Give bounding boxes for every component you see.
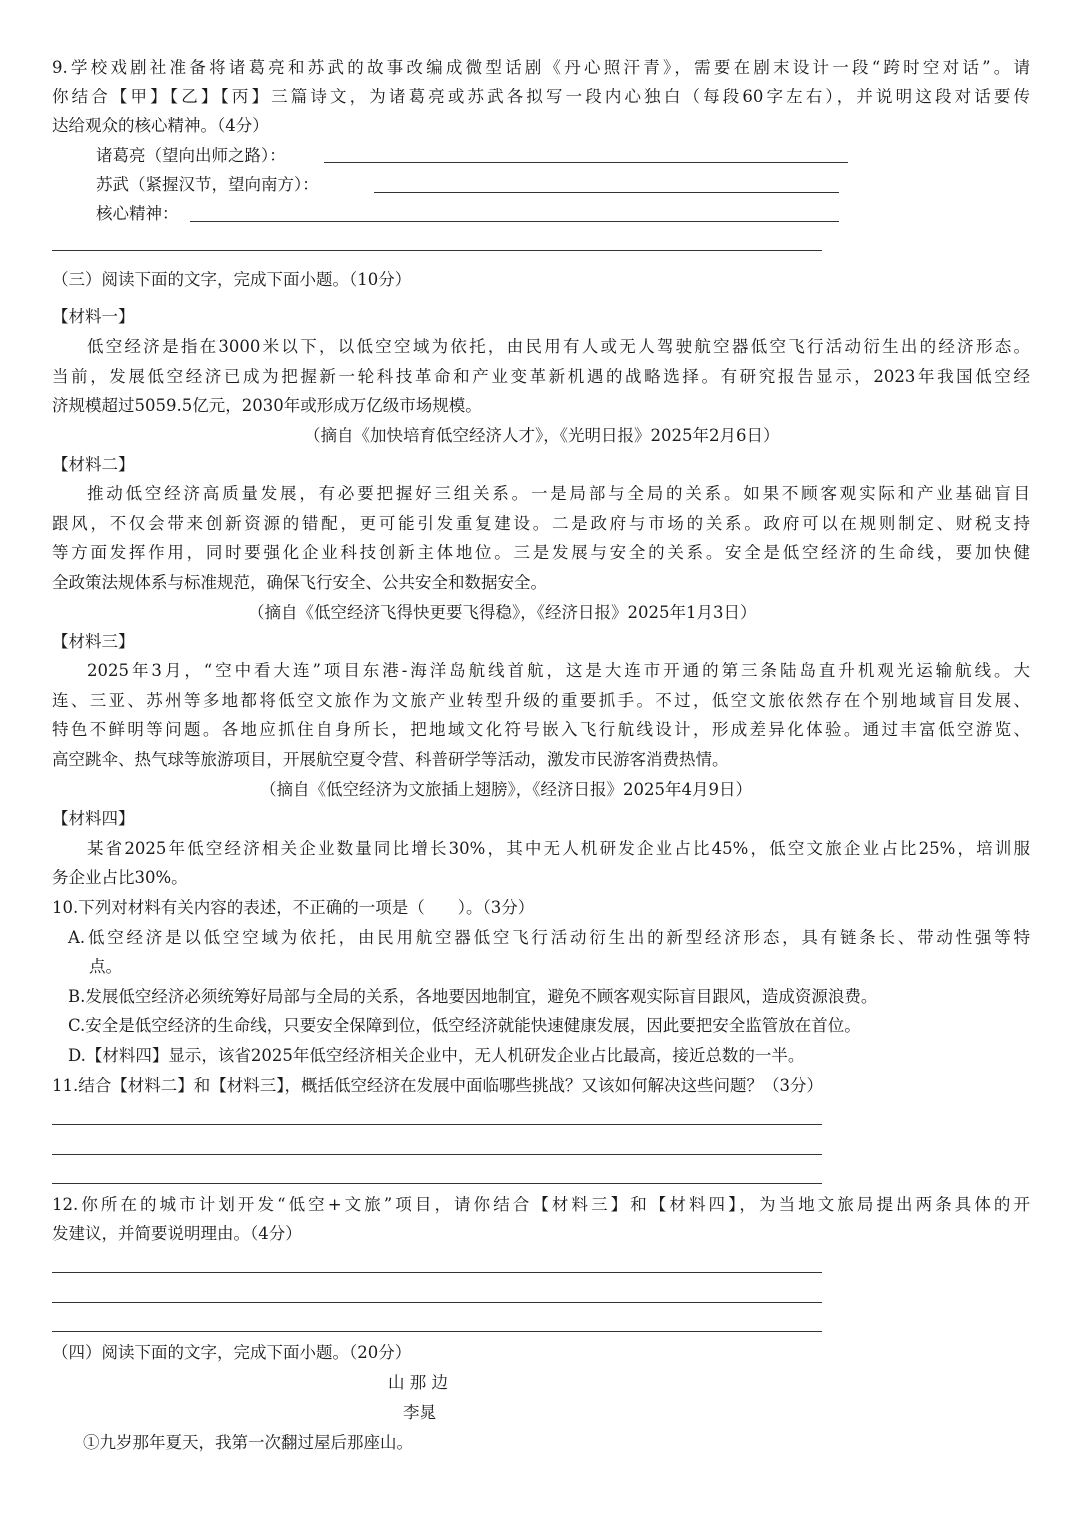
core-spirit-label: 核心精神：: [96, 204, 179, 223]
material1-line-3: 济规模超过5059.5亿元，2030年或形成万亿级市场规模。: [52, 396, 482, 415]
material3-title: 【材料三】: [52, 632, 135, 651]
material4-title: 【材料四】: [52, 809, 135, 828]
material2-line-4: 全政策法规体系与标准规范，确保飞行安全、公共安全和数据安全。: [52, 573, 547, 592]
material1-source: （摘自《加快培育低空经济人才》，《光明日报》2025年2月6日）: [304, 426, 780, 445]
q10-option-b[interactable]: B.发展低空经济必须统筹好局部与全局的关系，各地要因地制宜，避免不顾客观实际盲目跟风，造成资源浪费。: [68, 987, 878, 1006]
material4-line-2: 务企业占比30%。: [52, 868, 188, 887]
q12-answer-line-1[interactable]: [52, 1272, 822, 1273]
q10-option-a-line-2: 点。: [89, 957, 122, 976]
material3-source: （摘自《低空经济为文旅插上翅膀》，《经济日报》2025年4月9日）: [260, 780, 752, 799]
q11-answer-line-2[interactable]: [52, 1154, 822, 1155]
material2-source: （摘自《低空经济飞得快更要飞得稳》，《经济日报》2025年1月3日）: [248, 603, 757, 622]
suwu-label: 苏武（紧握汉节，望向南方）：: [96, 175, 319, 194]
story-paragraph-1: ①九岁那年夏天，我第一次翻过屋后那座山。: [83, 1433, 413, 1452]
story-author: 李晁: [403, 1403, 436, 1422]
material1-title: 【材料一】: [52, 307, 135, 326]
q11-answer-line-1[interactable]: [52, 1124, 822, 1125]
q10-option-d[interactable]: D.【材料四】显示，该省2025年低空经济相关企业中，无人机研发企业占比最高，接近总数的一半。: [68, 1046, 805, 1065]
core-spirit-answer-line[interactable]: [190, 221, 839, 222]
q9-extra-answer-line[interactable]: [52, 250, 822, 251]
zhuge-answer-line[interactable]: [324, 162, 848, 163]
q11-answer-line-3[interactable]: [52, 1183, 822, 1184]
story-title: 山 那 边: [388, 1373, 448, 1392]
material2-line-1: 推动低空经济高质量发展，有必要把握好三组关系。一是局部与全局的关系。如果不顾客观实际和产业基础盲目: [87, 484, 1030, 503]
zhuge-label: 诸葛亮（望向出师之路）：: [96, 146, 286, 165]
q10-option-a-line-1[interactable]: A.低空经济是以低空空域为依托，由民用航空器低空飞行活动衍生出的新型经济形态，具有链条长、带动性强等特: [68, 928, 1030, 947]
material2-line-3: 等方面发挥作用，同时要强化企业科技创新主体地位。三是发展与安全的关系。安全是低空经济的生命线，要加快健: [52, 543, 1030, 562]
q9-line-3: 达给观众的核心精神。（4分）: [52, 116, 269, 135]
q10-stem: 10.下列对材料有关内容的表述，不正确的一项是（ ）。（3分）: [52, 898, 535, 917]
material2-line-2: 跟风，不仅会带来创新资源的错配，更可能引发重复建设。二是政府与市场的关系。政府可以在规则制定、财税支持: [52, 514, 1030, 533]
material3-line-4: 高空跳伞、热气球等旅游项目，开展航空夏令营、科普研学等活动，激发市民游客消费热情。: [52, 750, 729, 769]
suwu-answer-line[interactable]: [374, 192, 839, 193]
section3-heading: （三）阅读下面的文字，完成下面小题。（10分）: [52, 270, 412, 289]
material3-line-2: 连、三亚、苏州等多地都将低空文旅作为文旅产业转型升级的重要抓手。不过，低空文旅依然存在个别地域盲目发展、: [52, 691, 1030, 710]
q12-answer-line-3[interactable]: [52, 1331, 822, 1332]
q12-line-1: 12.你所在的城市计划开发“低空+文旅”项目，请你结合【材料三】和【材料四】，为当地文旅局提出两条具体的开: [52, 1195, 1030, 1214]
q12-answer-line-2[interactable]: [52, 1302, 822, 1303]
material3-line-1: 2025年3月，“空中看大连”项目东港-海洋岛航线首航，这是大连市开通的第三条陆岛直升机观光运输航线。大: [87, 661, 1030, 680]
q9-line-1: 9.学校戏剧社准备将诸葛亮和苏武的故事改编成微型话剧《丹心照汗青》，需要在剧末设计一段“跨时空对话”。请: [52, 58, 1030, 77]
material1-line-1: 低空经济是指在3000米以下，以低空空域为依托，由民用有人或无人驾驶航空器低空飞行活动衍生出的经济形态。: [87, 337, 1030, 356]
q9-line-2: 你结合【甲】【乙】【丙】三篇诗文，为诸葛亮或苏武各拟写一段内心独白（每段60字左右），并说明这段对话要传: [52, 87, 1030, 106]
q11-stem: 11.结合【材料二】和【材料三】，概括低空经济在发展中面临哪些挑战？又该如何解决这些问题？（3分）: [52, 1076, 823, 1095]
material4-line-1: 某省2025年低空经济相关企业数量同比增长30%，其中无人机研发企业占比45%，低空文旅企业占比25%，培训服: [87, 839, 1030, 858]
material2-title: 【材料二】: [52, 455, 135, 474]
material1-line-2: 当前，发展低空经济已成为把握新一轮科技革命和产业变革新机遇的战略选择。有研究报告显示，2023年我国低空经: [52, 367, 1030, 386]
q12-line-2: 发建议，并简要说明理由。（4分）: [52, 1224, 302, 1243]
material3-line-3: 特色不鲜明等问题。各地应抓住自身所长，把地域文化符号嵌入飞行航线设计，形成差异化体验。通过丰富低空游览、: [52, 720, 1030, 739]
q10-option-c[interactable]: C.安全是低空经济的生命线，只要安全保障到位，低空经济就能快速健康发展，因此要把安全监管放在首位。: [68, 1016, 861, 1035]
section4-heading: （四）阅读下面的文字，完成下面小题。（20分）: [52, 1343, 412, 1362]
